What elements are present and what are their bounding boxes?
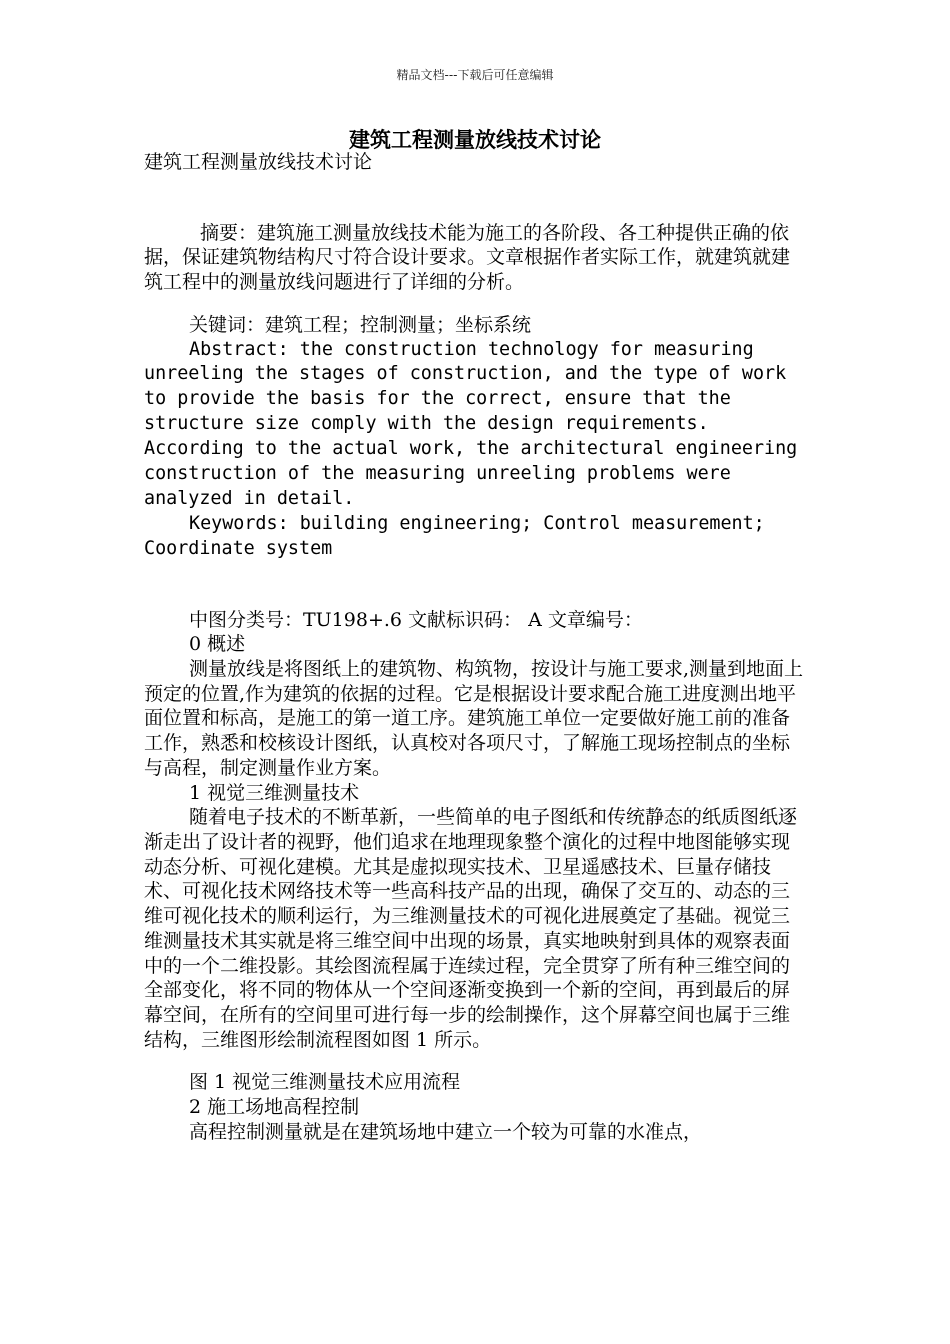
- section-2-heading: 2 施工场地高程控制: [189, 1096, 360, 1119]
- page-header: 精品文档---下载后可任意编辑: [396, 68, 554, 82]
- abstract-cn: 摘要：建筑施工测量放线技术能为施工的各阶段、各工种提供正确的依据，保证建筑物结构尺寸符合设计要求。文章根据作者实际工作，就建筑就建筑工程中的测量放线问题进行了详细的分析。: [144, 221, 791, 294]
- document-subtitle: 建筑工程测量放线技术讨论: [144, 151, 373, 173]
- document-title: 建筑工程测量放线技术讨论: [349, 128, 601, 152]
- keywords-en: Keywords: building engineering; Control measurement; Coordinate system: [144, 512, 765, 559]
- classification-line: 中图分类号：TU198+.6 文献标识码： A 文章编号：: [189, 608, 643, 631]
- abstract-en: Abstract: the construction technology for measuring unreeling the stages of construction, and the type of work to provide the basis for the correct, ensure that the structure size comply with the design requirements. According to the actual work, the architectural engineering construction of the measuring unreeling problems were analyzed in detail.: [144, 338, 798, 509]
- spacer: [144, 1052, 806, 1070]
- section-1-heading: 1 视觉三维测量技术: [189, 781, 360, 804]
- spacer: [144, 175, 806, 221]
- section-2-body: 高程控制测量就是在建筑场地中建立一个较为可靠的水准点，: [189, 1120, 703, 1143]
- spacer: [144, 295, 806, 313]
- section-1-body: 随着电子技术的不断革新，一些简单的电子图纸和传统静态的纸质图纸逐渐走出了设计者的视野，他们追求在地理现象整个演化的过程中地图能够实现动态分析、可视化建模。尤其是虚拟现实技术、卫星遥感技术、巨量存储技术、可视化技术网络技术等一些高科技产品的出现，确保了交互的、动态的三维可视化技术的顺利运行，为三维测量技术的可视化进展奠定了基础。视觉三维测量技术其实就是将三维空间中出现的场景，真实地映射到具体的观察表面中的一个二维投影。其绘图流程属于连续过程，完全贯穿了所有种三维空间的全部变化，将不同的物体从一个空间逐渐变换到一个新的空间，再到最后的屏幕空间，在所有的空间里可进行每一步的绘制操作，这个屏幕空间也属于三维结构，三维图形绘制流程图如图 1 所示。: [144, 806, 798, 1051]
- section-0-body: 测量放线是将图纸上的建筑物、构筑物，按设计与施工要求,测量到地面上预定的位置,作为建筑的依据的过程。它是根据设计要求配合施工进度测出地平面位置和标高，是施工的第一道工序。建筑施工单位一定要做好施工前的准备工作，熟悉和校核设计图纸，认真校对各项尺寸，了解施工现场控制点的坐标与高程，制定测量作业方案。: [144, 658, 804, 779]
- section-0-heading: 0 概述: [189, 633, 246, 656]
- spacer: [144, 562, 806, 608]
- keywords-cn: 关键词：建筑工程；控制测量；坐标系统: [189, 313, 532, 336]
- figure-1-caption: 图 1 视觉三维测量技术应用流程: [189, 1071, 461, 1094]
- document-body: [144, 150, 806, 1144]
